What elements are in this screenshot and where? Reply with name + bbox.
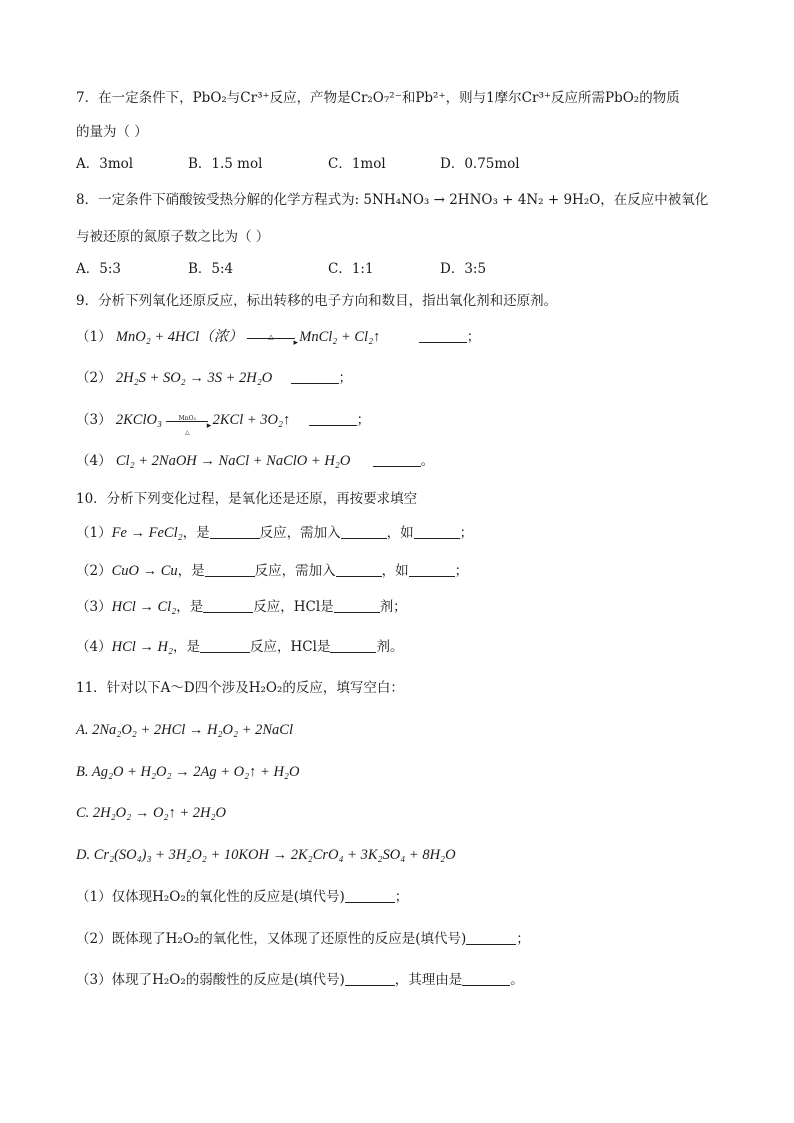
punct: ；: [454, 563, 469, 579]
answer-blank[interactable]: [291, 369, 339, 384]
q9-equation: MnO₂ + 4HCl（浓）: [115, 329, 243, 345]
q11-reaction-c: C. 2H₂O₂ → O₂↑ + 2H₂O: [76, 805, 226, 821]
q9-equation-products: MnCl₂ + Cl₂↑: [299, 329, 381, 345]
q11-sub-2: [76, 929, 530, 949]
q7-option-d: D．0.75mol: [440, 156, 520, 172]
punct: 。: [420, 453, 435, 469]
arrow-condition-top: MnO₂: [178, 415, 196, 422]
q8-option-d: D．3:5: [440, 261, 487, 277]
text: ，是: [173, 639, 201, 655]
arrow-condition-bottom: △: [185, 429, 190, 436]
q7-stem-line2: 的量为（ ）: [76, 124, 148, 140]
q11-reaction-a: A. 2Na₂O₂ + 2HCl → H₂O₂ + 2NaCl: [76, 722, 293, 738]
q7-option-b: B．1.5 mol: [188, 156, 263, 172]
q9-item-number: （3）: [76, 412, 112, 428]
punct: ；: [516, 931, 530, 947]
q11-reaction-b: B. Ag₂O + H₂O₂ → 2Ag + O₂↑ + H₂O: [76, 764, 300, 780]
answer-blank[interactable]: [309, 411, 357, 426]
answer-blank[interactable]: [419, 328, 467, 343]
q9-equation-products: 2KCl + 3O₂↑: [212, 412, 291, 428]
q7-option-a: A．3mol: [76, 156, 134, 172]
text: ，其理由是: [394, 972, 463, 988]
answer-blank[interactable]: [205, 562, 255, 577]
q8-option-a: A．5:3: [76, 261, 121, 277]
q9-item-number: （1）: [76, 329, 112, 345]
q7-stem-line1: 7．在一定条件下，PbO₂与Cr³⁺反应，产物是Cr₂O₇²⁻和Pb²⁺，则与1摩尔Cr³⁺反应所需PbO₂的物质: [76, 90, 680, 106]
punct: ；: [459, 525, 474, 541]
reaction-arrow: △ ▸: [247, 336, 295, 339]
punct: 剂。: [376, 639, 404, 655]
q10-equation: HCl → Cl₂: [111, 599, 177, 615]
text: 反应，: [253, 599, 294, 615]
answer-blank[interactable]: [203, 598, 253, 613]
q10-equation: Fe → FeCl₂: [111, 525, 183, 541]
q10-item-number: （3）: [76, 599, 112, 615]
punct: ；: [466, 329, 481, 345]
answer-blank[interactable]: [330, 638, 376, 653]
q10-item-2: [76, 561, 468, 581]
answer-blank[interactable]: [210, 524, 260, 539]
q7-option-c: C．1mol: [328, 156, 386, 172]
q9-item-2: [76, 368, 352, 388]
text: （1）仅体现H₂O₂的氧化性的反应是(填代号): [76, 889, 345, 905]
answer-blank[interactable]: [334, 598, 380, 613]
text: （2）既体现了H₂O₂的氧化性，又体现了还原性的反应是(填代号): [76, 931, 467, 947]
reaction-arrow: MnO₂ △ ▸: [166, 419, 208, 422]
q11-stem: 11．针对以下A～D四个涉及H₂O₂的反应，填写空白：: [76, 680, 404, 696]
answer-blank[interactable]: [200, 638, 250, 653]
answer-blank[interactable]: [345, 971, 395, 986]
answer-blank[interactable]: [373, 452, 421, 467]
q8-stem-line1: 8．一定条件下硝酸铵受热分解的化学方程式为: 5NH₄NO₃ → 2HNO₃ + 4N₂ + 9H₂O，在反应中被氧化: [76, 192, 709, 208]
q11-sub-1: [76, 887, 408, 907]
q9-item-4: [76, 451, 434, 471]
text: HCl是: [290, 639, 331, 655]
q10-item-number: （2）: [76, 563, 112, 579]
text: （3）体现了H₂O₂的弱酸性的反应是(填代号): [76, 972, 345, 988]
answer-blank[interactable]: [345, 888, 395, 903]
q10-item-number: （4）: [76, 639, 112, 655]
q9-equation: 2H₂S + SO₂ → 3S + 2H₂O: [115, 370, 273, 386]
q8-option-b: B．5:4: [188, 261, 234, 277]
answer-blank[interactable]: [466, 930, 516, 945]
q9-equation: Cl₂ + 2NaOH → NaCl + NaClO + H₂O: [115, 453, 351, 469]
text: ，如: [381, 563, 409, 579]
answer-blank[interactable]: [409, 562, 455, 577]
q11-sub-3: [76, 970, 524, 990]
q9-item-number: （2）: [76, 370, 112, 386]
q8-option-c: C．1:1: [328, 261, 374, 277]
q10-equation: HCl → H₂: [111, 639, 174, 655]
q8-stem-line2: 与被还原的氮原子数之比为（ ）: [76, 229, 270, 245]
q10-equation: CuO → Cu: [111, 563, 178, 579]
punct: ；: [356, 412, 371, 428]
q10-item-3: [76, 597, 407, 617]
q11-reaction-d: D. Cr₂(SO₄)₃ + 3H₂O₂ + 10KOH → 2K₂CrO₄ + 3K₂SO₄ + 8H₂O: [76, 847, 456, 863]
punct: ；: [338, 370, 353, 386]
q9-item-1: [76, 327, 480, 347]
punct: ；: [394, 889, 409, 905]
q10-item-1: [76, 523, 473, 543]
text: 反应，需加入: [254, 563, 336, 579]
text: HCl是: [293, 599, 334, 615]
q10-item-number: （1）: [76, 525, 112, 541]
text: 反应，: [250, 639, 291, 655]
answer-blank[interactable]: [462, 971, 510, 986]
text: ，是: [177, 563, 205, 579]
punct: 。: [510, 972, 524, 988]
q10-stem: 10．分析下列变化过程，是氧化还是还原，再按要求填空: [76, 491, 418, 507]
q8-options: [76, 259, 596, 279]
answer-blank[interactable]: [336, 562, 382, 577]
text: ，是: [182, 525, 210, 541]
q9-item-3: [76, 410, 371, 436]
text: ，是: [176, 599, 204, 615]
text: 反应，需加入: [259, 525, 341, 541]
text: ，如: [386, 525, 414, 541]
answer-blank[interactable]: [341, 524, 387, 539]
q9-stem: 9．分析下列氧化还原反应，标出转移的电子方向和数目，指出氧化剂和还原剂。: [76, 293, 558, 309]
q10-item-4: [76, 637, 403, 657]
answer-blank[interactable]: [414, 524, 460, 539]
punct: 剂；: [379, 599, 407, 615]
q9-equation: 2KClO₃: [115, 412, 163, 428]
q7-options: [76, 154, 596, 174]
q9-item-number: （4）: [76, 453, 112, 469]
arrow-condition-top: △: [268, 333, 274, 341]
